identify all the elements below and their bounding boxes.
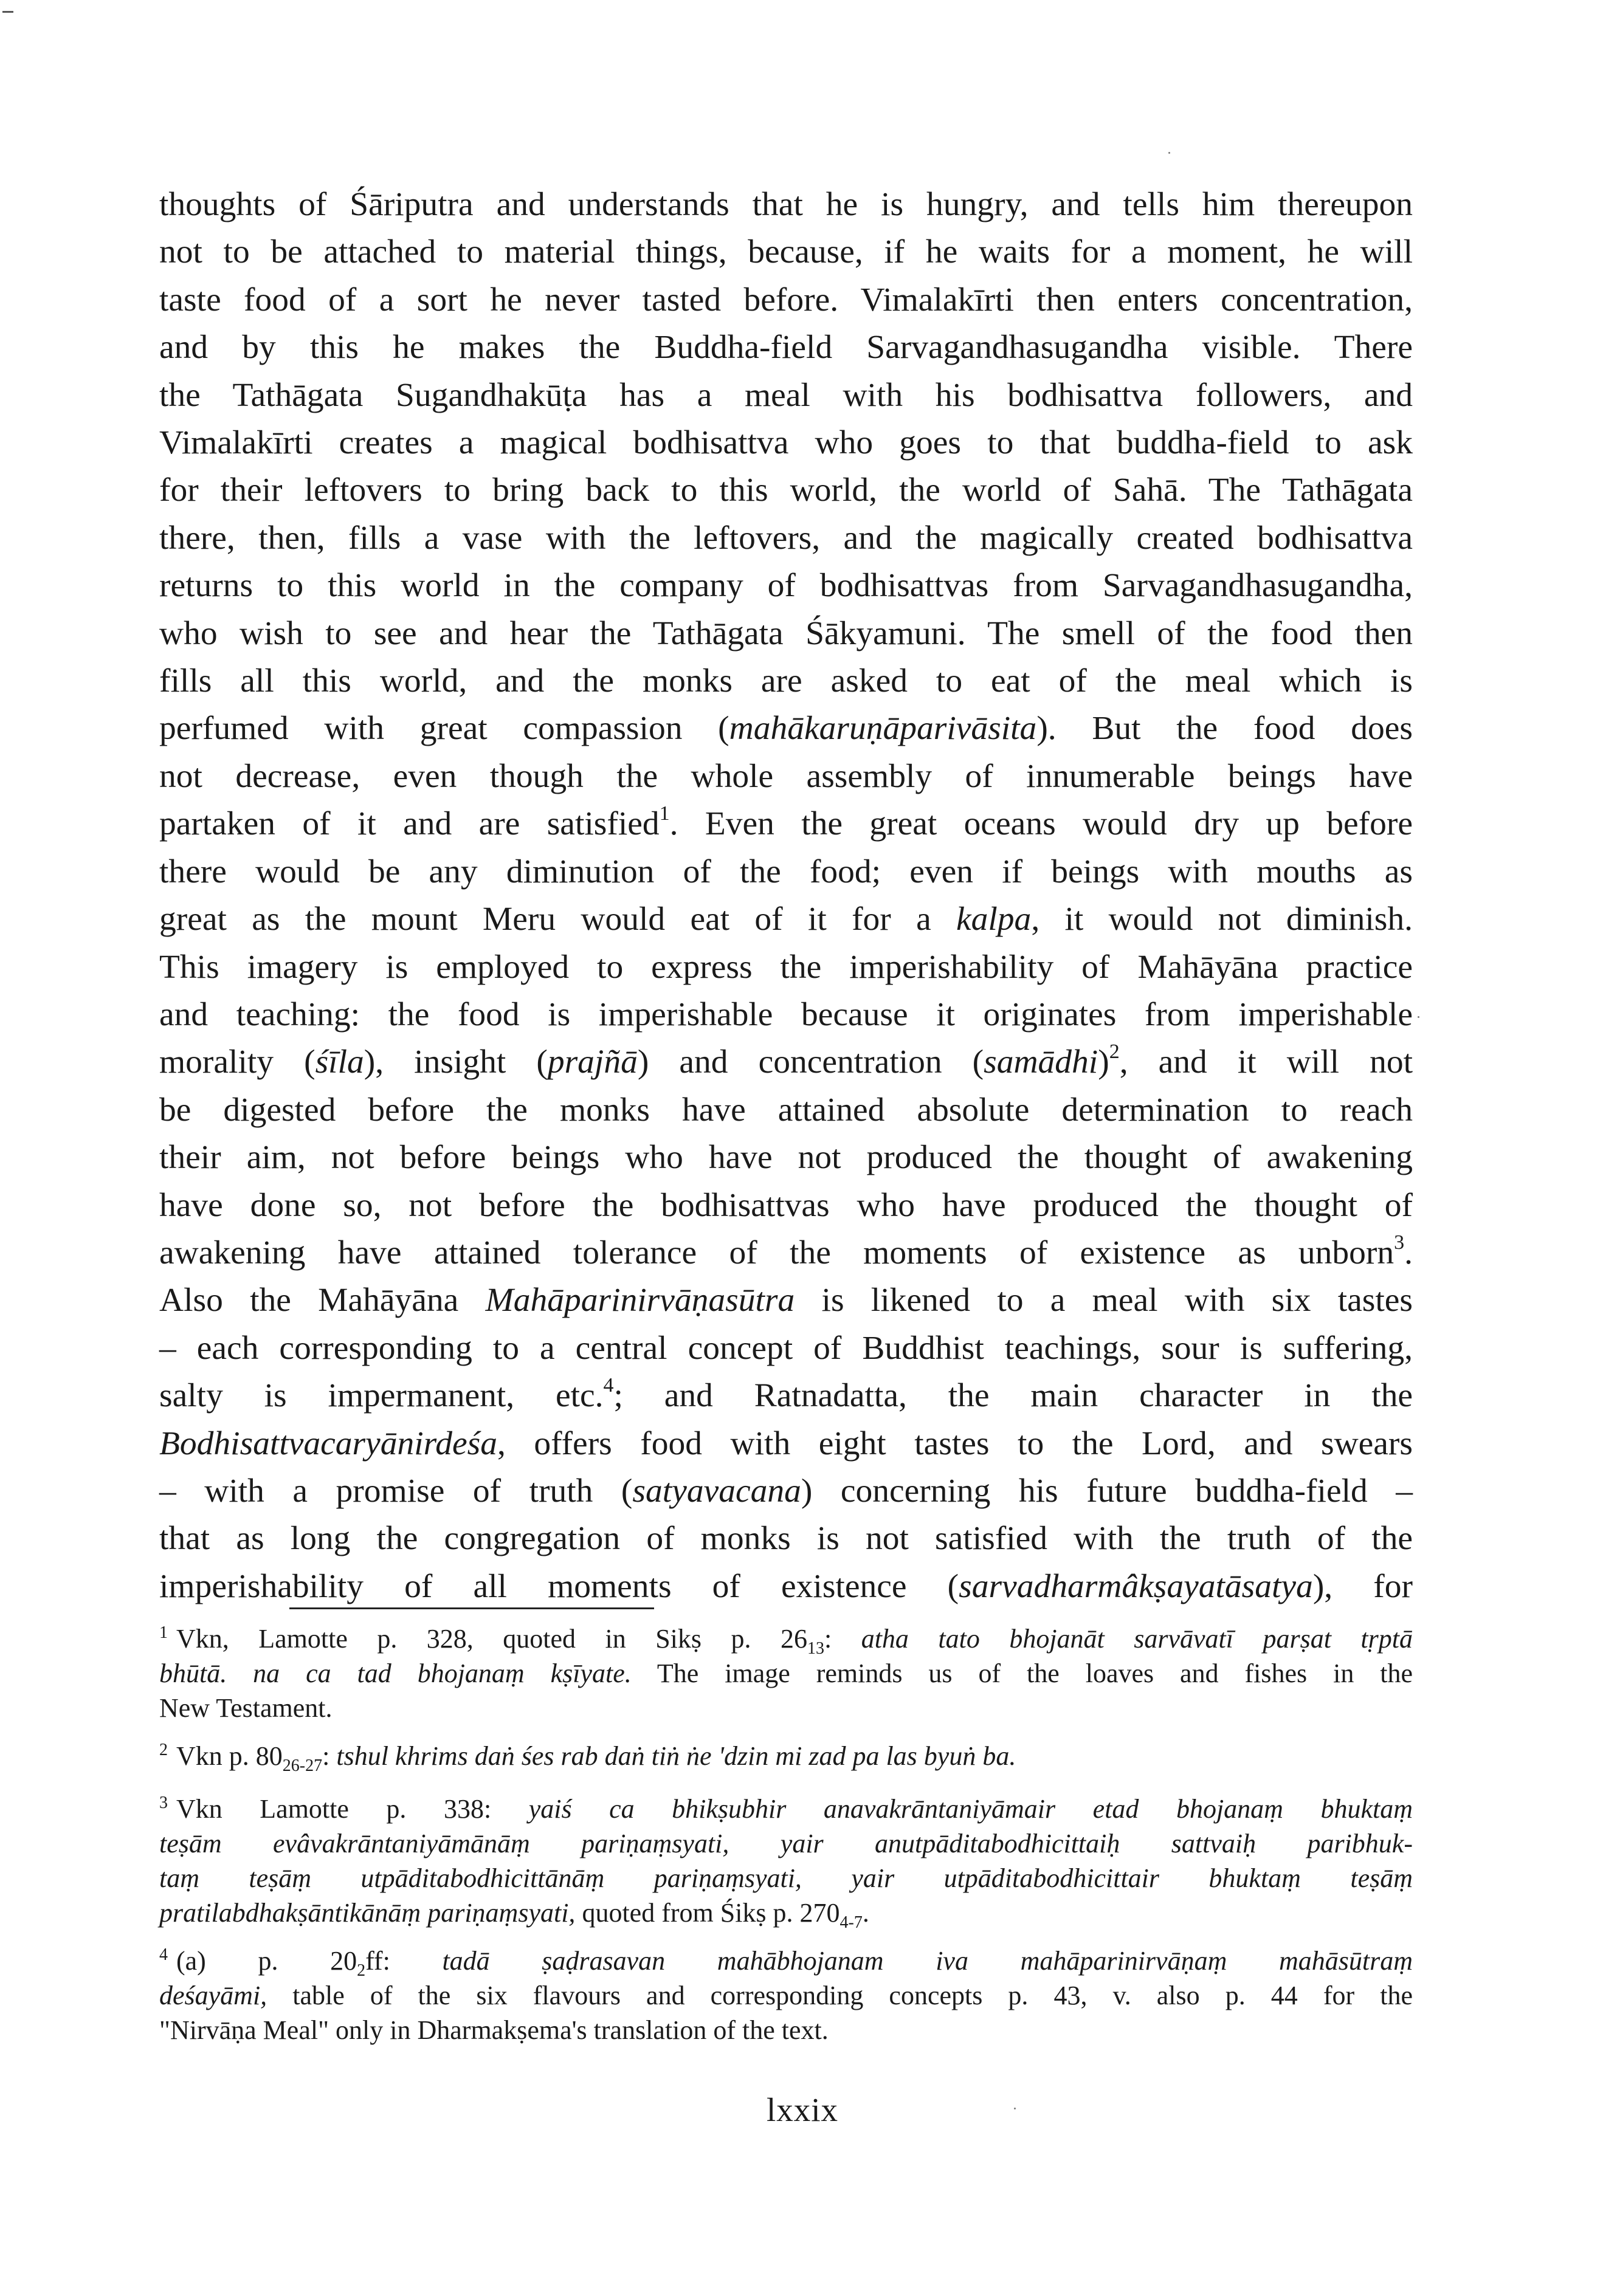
- footnote-line: "Nirvāṇa Meal" only in Dharmakṣema's translation of the text.: [159, 2015, 829, 2045]
- italic-term: satyavacana: [632, 1472, 801, 1510]
- footnote-ref: 2: [1109, 1040, 1120, 1064]
- footnote-ref: 3: [1394, 1231, 1405, 1254]
- text-run: . Even the great oceans would dry up before: [669, 805, 1413, 843]
- footnote-number: 2: [159, 1741, 168, 1759]
- footnote-line: New Testament.: [159, 1693, 333, 1723]
- text-line: the Tathāgata Sugandhakūṭa has a meal with his bodhisattva followers, and: [159, 376, 1413, 414]
- scan-speck: [1168, 152, 1170, 154]
- text-line: their aim, not before beings who have not produced the thought of awakening: [159, 1139, 1413, 1177]
- footnote-ref: 1: [659, 802, 670, 825]
- text-line: and by this he makes the Buddha-field Sarvagandhasugandha visible. There: [159, 329, 1413, 366]
- text-run: , and it will not: [1119, 1043, 1413, 1081]
- footnote-4: [159, 1944, 1413, 2047]
- text-run: partaken of it and are satisfied: [159, 805, 660, 843]
- text-line: [159, 1039, 1413, 1086]
- text-line: [159, 705, 1413, 752]
- footnote-line: [159, 1944, 1413, 1978]
- footnote-number: 1: [159, 1623, 168, 1642]
- italic-quote: teṣām evâvakrāntaniyāmānāṃ pariṇaṃsyati, yair anutpāditabodhicittaiḥ sattvaiḥ paribhuk-: [159, 1829, 1413, 1858]
- text-run: ; and Ratnadatta, the main character in the: [613, 1377, 1413, 1415]
- text-run: .: [862, 1898, 869, 1928]
- italic-quote: tadā ṣaḍrasavan mahābhojanam iva mahāparinirvāṇaṃ mahāsūtraṃ: [442, 1946, 1413, 1976]
- text-line: for their leftovers to bring back to this world, the world of Sahā. The Tathāgata: [159, 472, 1413, 509]
- footnote-line: [159, 1978, 1413, 2013]
- text-run: ) and concentration (: [637, 1043, 984, 1081]
- text-run: imperishability of all moments of existence (: [159, 1567, 959, 1605]
- text-line: that as long the congregation of monks is not satisfied with the truth of the: [159, 1520, 1413, 1558]
- main-text-block: [159, 181, 1413, 1610]
- text-line: taste food of a sort he never tasted before. Vimalakīrti then enters concentration,: [159, 281, 1413, 318]
- footnote-number: 3: [159, 1793, 168, 1812]
- text-run: awakening have attained tolerance of the moments of existence as unborn: [159, 1234, 1394, 1271]
- text-run: :: [824, 1624, 861, 1654]
- footnote-1: [159, 1621, 1413, 1725]
- subscript: 2: [357, 1961, 366, 1980]
- text-line: have done so, not before the bodhisattvas who have produced the thought of: [159, 1186, 1413, 1224]
- text-run: quoted from Śikṣ p. 270: [575, 1898, 840, 1928]
- footnote-line: [159, 1739, 1413, 1773]
- footnote-line: [159, 1896, 1413, 1930]
- text-run: ). But the food does: [1036, 710, 1413, 748]
- text-line: and teaching: the food is imperishable because it originates from imperishable: [159, 995, 1413, 1033]
- page-number: lxxix: [766, 2091, 839, 2128]
- text-line: – each corresponding to a central concept of Buddhist teachings, sour is suffering,: [159, 1329, 1413, 1367]
- footnote-line: [159, 1826, 1413, 1861]
- italic-term: samādhi: [984, 1043, 1098, 1081]
- text-line: Vimalakīrti creates a magical bodhisattva who goes to that buddha-field to ask: [159, 424, 1413, 462]
- text-run: perfumed with great compassion (: [159, 710, 729, 748]
- italic-term: kalpa: [956, 901, 1032, 938]
- text-line: who wish to see and hear the Tathāgata Śākyamuni. The smell of the food then: [159, 614, 1413, 652]
- text-line: returns to this world in the company of bodhisattvas from Sarvagandhasugandha,: [159, 567, 1413, 605]
- scan-corner-mark: [2, 11, 13, 13]
- italic-term: Bodhisattvacaryānirdeśa: [159, 1425, 497, 1462]
- text-run: .: [1404, 1234, 1413, 1271]
- text-line: [159, 1229, 1413, 1277]
- text-run: Vkn, Lamotte p. 328, quoted in Sikṣ p. 26: [176, 1624, 807, 1654]
- footnote-3: [159, 1792, 1413, 1930]
- italic-quote: yaiś ca bhikṣubhir anavakrāntaniyāmair etad bhojanaṃ bhuktaṃ: [528, 1794, 1413, 1824]
- text-line: [159, 1372, 1413, 1420]
- italic-term: prajñā: [547, 1043, 638, 1081]
- text-line: [159, 1277, 1413, 1324]
- footnote-2: [159, 1739, 1413, 1773]
- text-line: there would be any diminution of the food; even if beings with mouths as: [159, 853, 1413, 890]
- italic-quote: pratilabdhakṣāntikānāṃ pariṇaṃsyati,: [159, 1898, 576, 1928]
- text-run: ), insight (: [364, 1043, 548, 1081]
- text-run: :: [322, 1741, 337, 1771]
- text-line: [159, 1563, 1413, 1610]
- italic-term: mahākaruṇāparivāsita: [729, 710, 1037, 748]
- text-run: ) concerning his future buddha-field –: [801, 1472, 1413, 1510]
- footnote-separator: [289, 1607, 654, 1609]
- text-run: table of the six flavours and corresponding concepts p. 43, v. also p. 44 for the: [267, 1981, 1413, 2010]
- italic-term: Mahāparinirvāṇasūtra: [485, 1282, 795, 1319]
- text-line: be digested before the monks have attained absolute determination to reach: [159, 1091, 1413, 1129]
- text-run: is likened to a meal with six tastes: [795, 1282, 1413, 1319]
- scan-speck: [1014, 2108, 1016, 2109]
- footnote-number: 4: [159, 1945, 168, 1964]
- footnote-line: [159, 1621, 1413, 1656]
- italic-term: sarvadharmâkṣayatāsatya: [959, 1567, 1313, 1605]
- text-run: Vkn p. 80: [176, 1741, 283, 1771]
- subscript: 4-7: [839, 1913, 863, 1932]
- scan-speck: [1418, 1016, 1419, 1018]
- text-run: salty is impermanent, etc.: [159, 1377, 604, 1415]
- text-run: Also the Mahāyāna: [159, 1282, 486, 1319]
- text-line: not decrease, even though the whole assembly of innumerable beings have: [159, 757, 1413, 795]
- text-run: morality (: [159, 1043, 315, 1081]
- text-line: there, then, fills a vase with the leftovers, and the magically created bodhisattva: [159, 519, 1413, 557]
- footnote-line: [159, 1792, 1413, 1826]
- text-line: [159, 896, 1413, 943]
- subscript: 13: [807, 1639, 824, 1658]
- subscript: 26-27: [282, 1756, 323, 1775]
- text-run: The image reminds us of the loaves and fishes in the: [631, 1658, 1413, 1688]
- italic-quote: bhūtā. na ca tad bhojanaṃ kṣīyate.: [159, 1658, 632, 1688]
- text-line: [159, 1420, 1413, 1468]
- text-run: (a) p. 20: [176, 1946, 357, 1976]
- footnote-line: [159, 1861, 1413, 1896]
- text-run: , offers food with eight tastes to the Lord, and swears: [497, 1425, 1413, 1462]
- text-line: [159, 1468, 1413, 1515]
- italic-term: śīla: [315, 1043, 364, 1081]
- text-run: ff:: [365, 1946, 443, 1976]
- text-line: thoughts of Śāriputra and understands that he is hungry, and tells him thereupon: [159, 186, 1413, 223]
- text-line: fills all this world, and the monks are asked to eat of the meal which is: [159, 662, 1413, 700]
- italic-quote: tshul khrims daṅ śes rab daṅ tiṅ ṅe 'dzin mi zad pa las byuṅ ba.: [336, 1741, 1016, 1771]
- italic-quote: deśayāmi,: [159, 1981, 267, 2010]
- text-run: great as the mount Meru would eat of it for a: [159, 901, 956, 938]
- text-run: ), for: [1312, 1567, 1413, 1605]
- text-run: ): [1098, 1043, 1109, 1081]
- italic-quote: atha tato bhojanāt sarvāvatī parṣat tṛptā: [861, 1624, 1413, 1654]
- footnotes-block: [159, 1621, 1413, 2047]
- text-run: , it would not diminish.: [1031, 901, 1413, 938]
- text-line: [159, 800, 1413, 848]
- text-run: Vkn Lamotte p. 338:: [176, 1794, 529, 1824]
- text-line: not to be attached to material things, because, if he waits for a moment, he will: [159, 233, 1413, 271]
- footnote-line: [159, 1656, 1413, 1691]
- text-line: This imagery is employed to express the imperishability of Mahāyāna practice: [159, 948, 1413, 986]
- italic-quote: taṃ teṣāṃ utpāditabodhicittānāṃ pariṇaṃsyati, yair utpāditabodhicittair bhuktaṃ teṣāṃ: [159, 1863, 1413, 1893]
- footnote-ref: 4: [603, 1374, 614, 1397]
- text-run: – with a promise of truth (: [159, 1472, 633, 1510]
